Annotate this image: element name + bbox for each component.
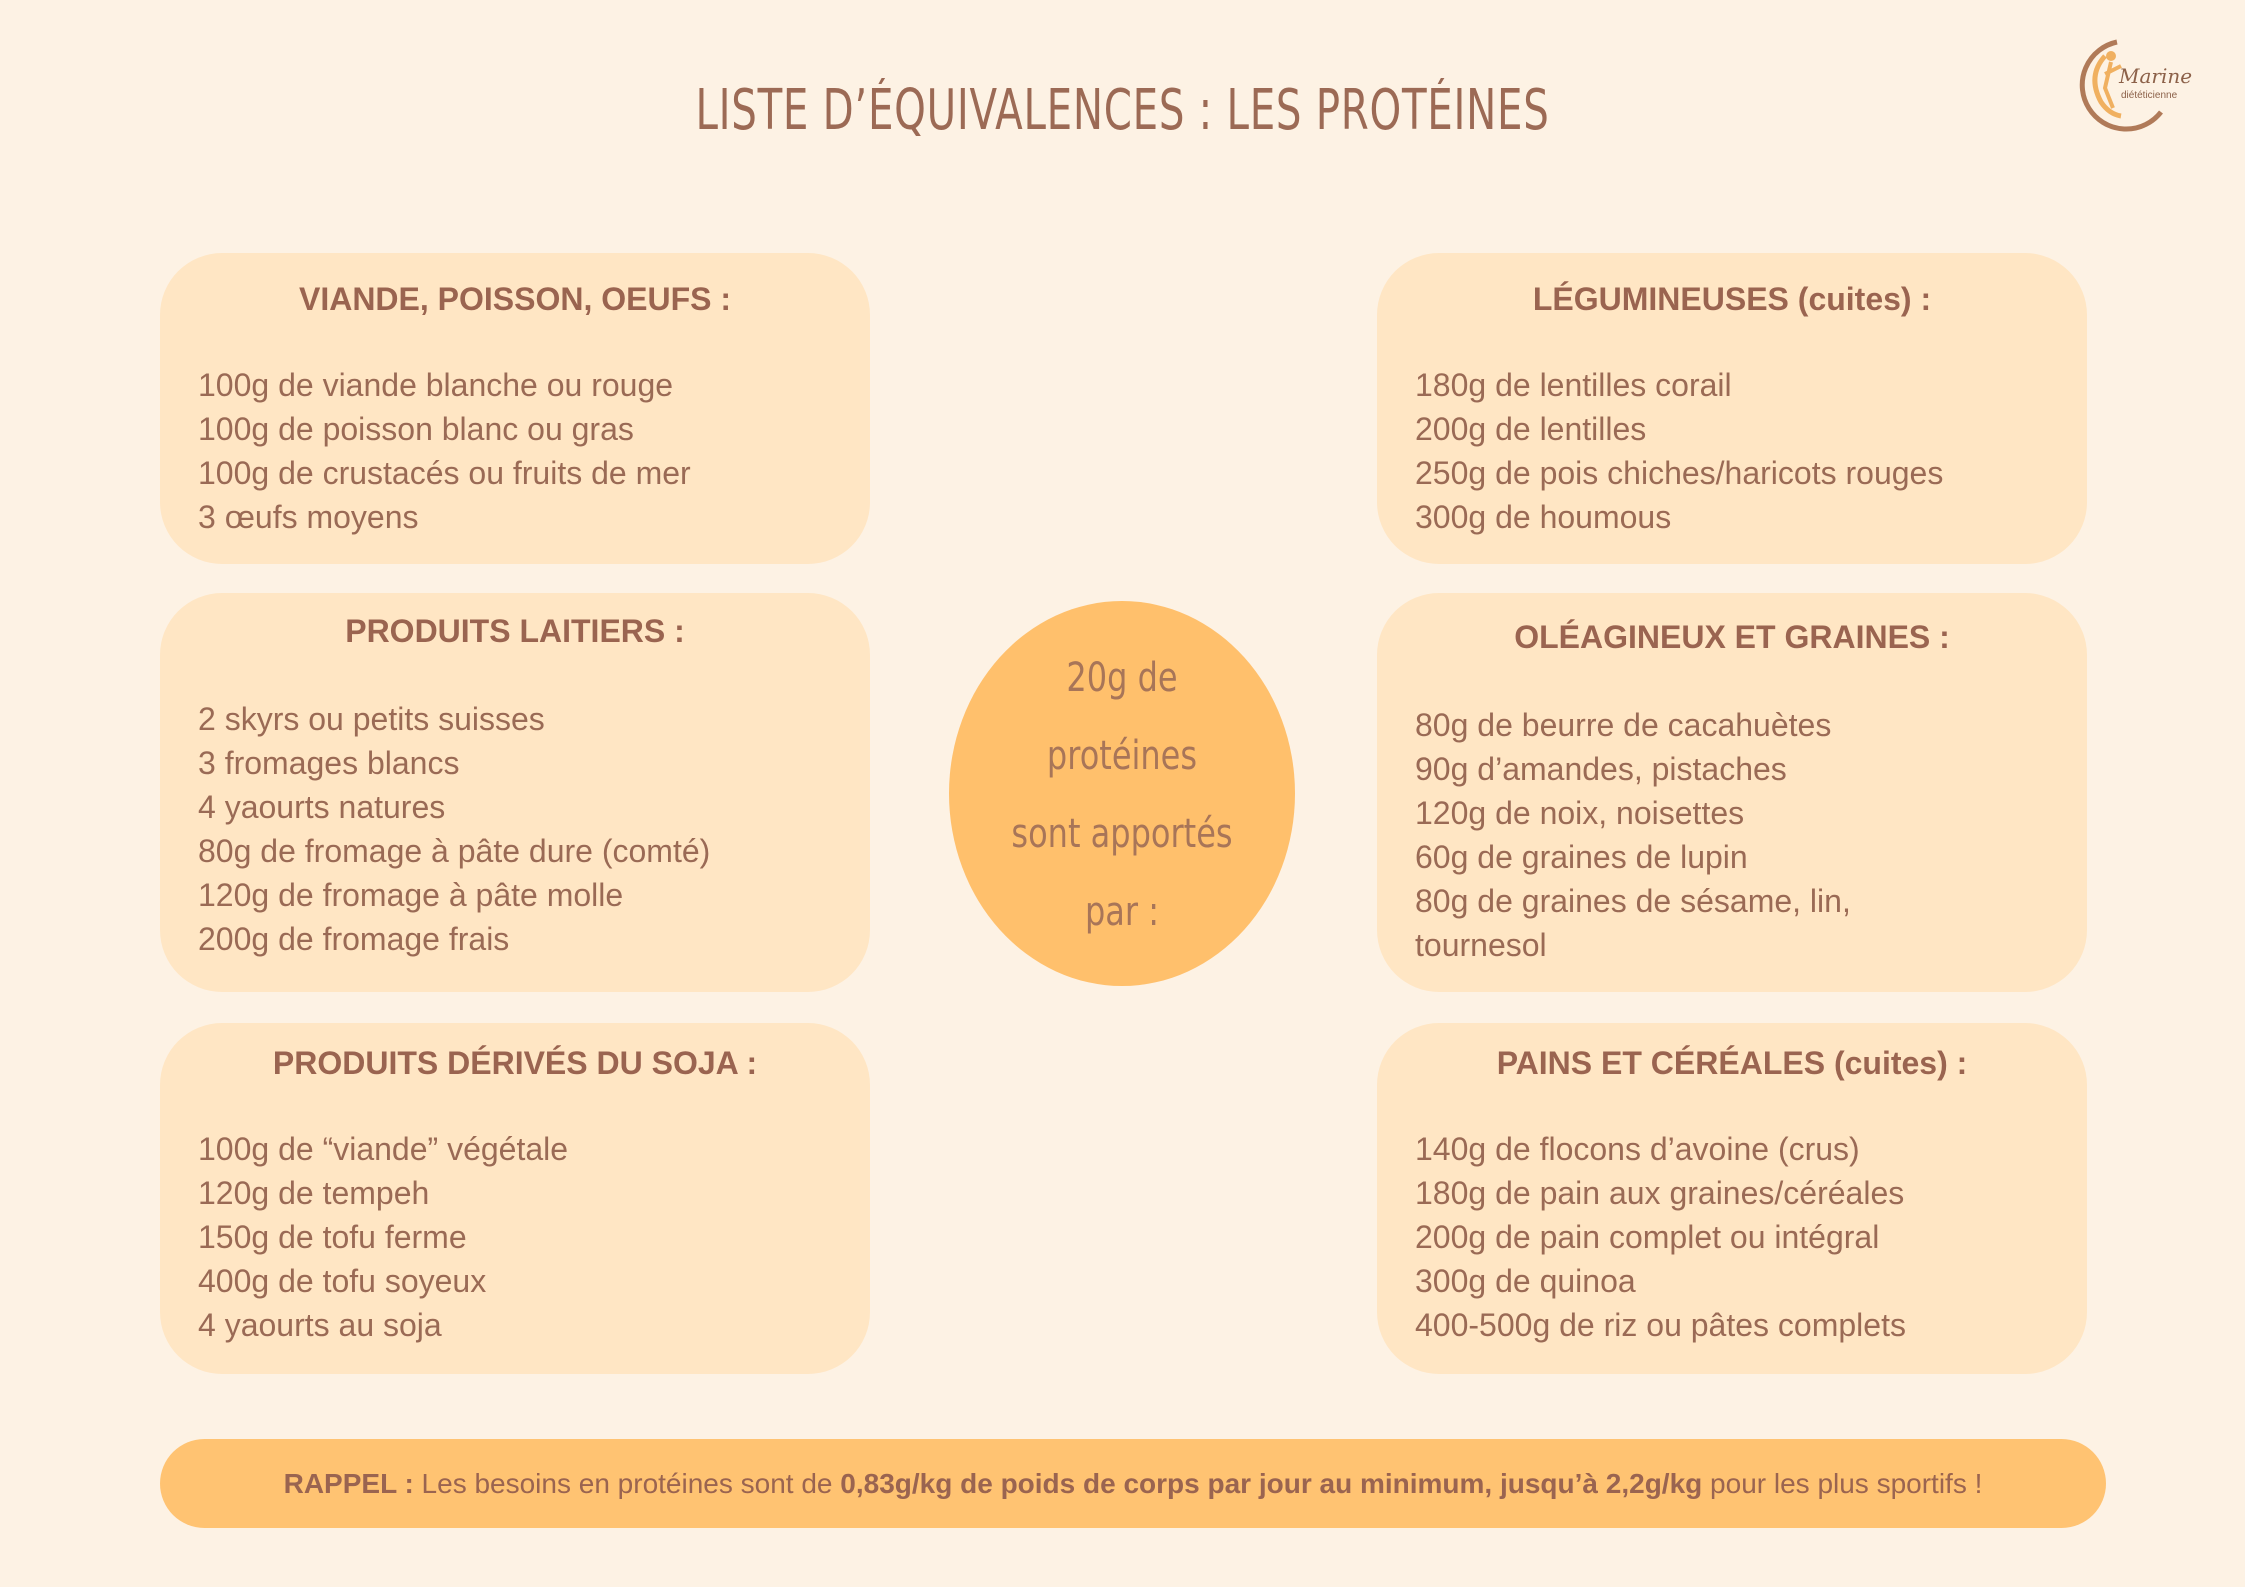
list-item: 200g de pain complet ou intégral bbox=[1415, 1219, 1880, 1255]
logo-name: Marine bbox=[2119, 64, 2193, 88]
card-oleagineux bbox=[1377, 593, 2087, 992]
circle-text bbox=[949, 639, 1295, 951]
card-title: PAINS ET CÉRÉALES (cuites) : bbox=[1496, 1045, 1968, 1081]
list-item: 4 yaourts natures bbox=[198, 789, 446, 825]
list-item: 120g de fromage à pâte molle bbox=[198, 877, 624, 913]
circle-line: protéines bbox=[1046, 733, 1198, 779]
circle-line: par : bbox=[1084, 889, 1160, 935]
list-item: 3 fromages blancs bbox=[198, 745, 460, 781]
list-item: 200g de fromage frais bbox=[198, 921, 510, 957]
list-item: 2 skyrs ou petits suisses bbox=[198, 701, 545, 737]
logo bbox=[2065, 36, 2193, 136]
card-list bbox=[160, 363, 691, 539]
page-title: LISTE D’ÉQUIVALENCES : LES PROTÉINES bbox=[695, 78, 1550, 143]
card-legumineuses bbox=[1377, 253, 2087, 564]
card-list bbox=[1377, 363, 1943, 539]
list-item: 80g de graines de sésame, lin, bbox=[1415, 883, 1851, 919]
list-item: 100g de crustacés ou fruits de mer bbox=[198, 455, 691, 491]
list-item: 100g de “viande” végétale bbox=[198, 1131, 569, 1167]
list-item: 100g de viande blanche ou rouge bbox=[198, 367, 674, 403]
card-list bbox=[160, 697, 710, 961]
list-item: 200g de lentilles bbox=[1415, 411, 1647, 447]
rappel-bold: 0,83g/kg de poids de corps par jour au minimum, jusqu’à 2,2g/kg bbox=[840, 1468, 1703, 1499]
list-item: 4 yaourts au soja bbox=[198, 1307, 442, 1343]
center-circle bbox=[949, 601, 1295, 986]
list-item: 150g de tofu ferme bbox=[198, 1219, 467, 1255]
circle-line: 20g de bbox=[1066, 655, 1178, 701]
circle-line: sont apportés bbox=[1011, 811, 1233, 857]
list-item: 120g de noix, noisettes bbox=[1415, 795, 1745, 831]
list-item: 250g de pois chiches/haricots rouges bbox=[1415, 455, 1944, 491]
list-item: 90g d’amandes, pistaches bbox=[1415, 751, 1787, 787]
list-item: tournesol bbox=[1415, 927, 1547, 963]
card-list bbox=[1377, 1127, 1906, 1347]
list-item: 400-500g de riz ou pâtes complets bbox=[1415, 1307, 1906, 1343]
list-item: 180g de pain aux graines/céréales bbox=[1415, 1175, 1905, 1211]
card-title: OLÉAGINEUX ET GRAINES : bbox=[1514, 619, 1950, 655]
list-item: 80g de fromage à pâte dure (comté) bbox=[198, 833, 711, 869]
list-item: 120g de tempeh bbox=[198, 1175, 430, 1211]
rappel-label: RAPPEL : bbox=[283, 1468, 414, 1499]
list-item: 60g de graines de lupin bbox=[1415, 839, 1748, 875]
card-soja bbox=[160, 1023, 870, 1374]
card-pains bbox=[1377, 1023, 2087, 1374]
logo-subtitle: diététicienne bbox=[2121, 90, 2178, 101]
rappel-banner bbox=[160, 1439, 2106, 1528]
card-title: PRODUITS DÉRIVÉS DU SOJA : bbox=[272, 1045, 758, 1081]
rappel-text: Les besoins en protéines sont de bbox=[413, 1468, 841, 1499]
card-title: VIANDE, POISSON, OEUFS : bbox=[298, 281, 732, 317]
card-list bbox=[1377, 703, 1851, 967]
list-item: 400g de tofu soyeux bbox=[198, 1263, 487, 1299]
list-item: 80g de beurre de cacahuètes bbox=[1415, 707, 1832, 743]
card-title: PRODUITS LAITIERS : bbox=[345, 613, 685, 649]
list-item: 300g de quinoa bbox=[1415, 1263, 1636, 1299]
list-item: 180g de lentilles corail bbox=[1415, 367, 1732, 403]
list-item: 140g de flocons d’avoine (crus) bbox=[1415, 1131, 1860, 1167]
card-list bbox=[160, 1127, 568, 1347]
list-item: 300g de houmous bbox=[1415, 499, 1672, 535]
card-viande bbox=[160, 253, 870, 564]
card-laitiers bbox=[160, 593, 870, 992]
list-item: 3 œufs moyens bbox=[198, 499, 419, 535]
list-item: 100g de poisson blanc ou gras bbox=[198, 411, 634, 447]
card-title: LÉGUMINEUSES (cuites) : bbox=[1532, 281, 1932, 317]
rappel-text-end: pour les plus sportifs ! bbox=[1702, 1468, 1983, 1499]
